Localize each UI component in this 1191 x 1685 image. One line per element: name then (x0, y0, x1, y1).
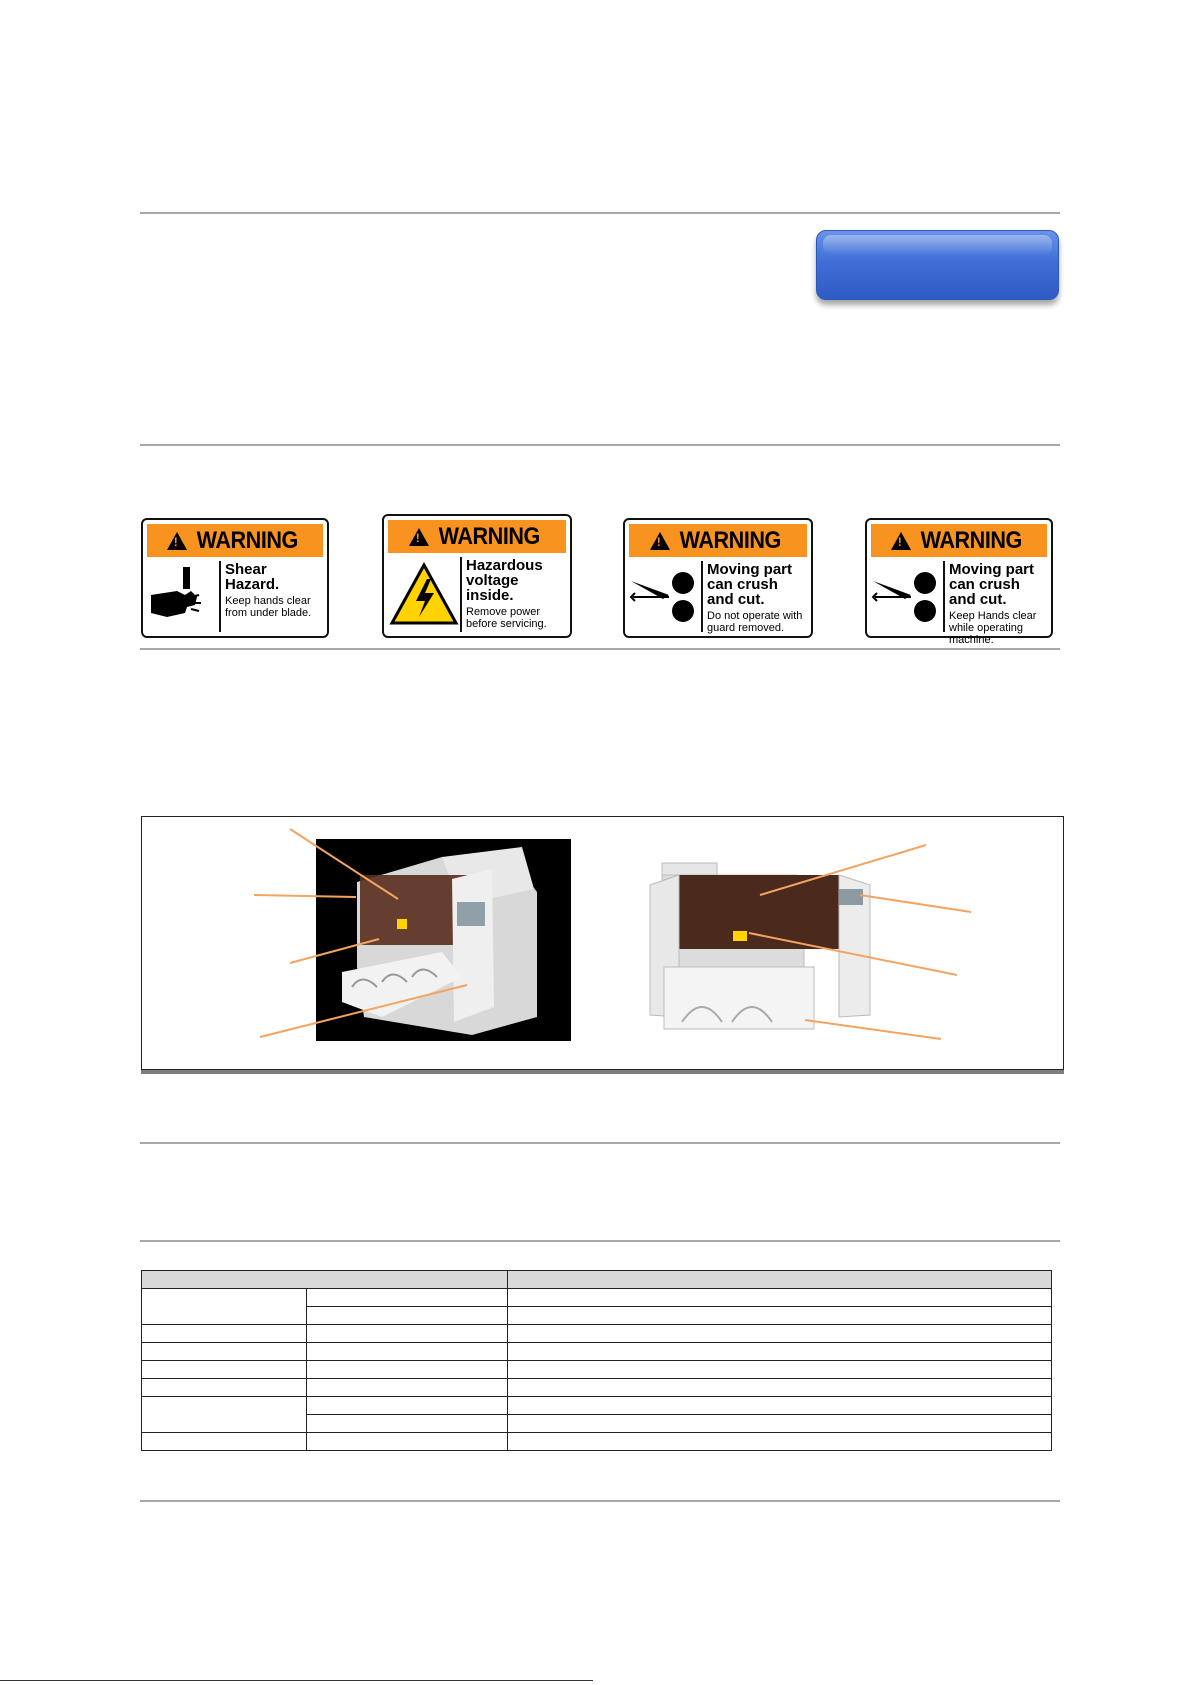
warning-detail: Do not operate with guard removed. (707, 610, 803, 634)
section-divider (140, 444, 1060, 446)
warning-triangle-icon (891, 532, 911, 550)
table-row (142, 1361, 1052, 1379)
warning-word: WARNING (196, 526, 298, 554)
warning-detail: Keep hands clear from under blade. (225, 595, 312, 619)
specification-table (141, 1270, 1052, 1451)
hand-blade-icon (147, 561, 221, 632)
warning-title: Moving part can crush and cut. (707, 561, 792, 608)
warning-title: Shear Hazard. (225, 561, 280, 593)
warning-label-voltage (382, 514, 572, 638)
machine-photos-frame (141, 816, 1064, 1070)
warning-detail: Keep Hands clear while operating machine. (949, 610, 1037, 646)
warning-label-moving-guard (623, 518, 813, 638)
table-header-row (142, 1271, 1052, 1289)
table-row (142, 1343, 1052, 1361)
warning-word: WARNING (438, 522, 540, 550)
warning-title: Moving part can crush and cut. (949, 561, 1034, 608)
section-divider (140, 648, 1060, 650)
warning-triangle-icon (650, 532, 670, 550)
warning-detail: Remove power before servicing. (466, 606, 547, 630)
warning-label-shear (141, 518, 329, 638)
electric-shock-icon (388, 557, 462, 632)
table-row (142, 1433, 1052, 1451)
warning-word: WARNING (679, 526, 781, 554)
machine-photos (142, 817, 1063, 1069)
warning-title: Hazardous voltage inside. (466, 557, 543, 604)
table-row (142, 1289, 1052, 1307)
warning-word: WARNING (920, 526, 1022, 554)
roller-crush-icon (871, 561, 945, 632)
warning-triangle-icon (167, 532, 187, 550)
section-divider (140, 1500, 1060, 1502)
section-divider (140, 1240, 1060, 1242)
warning-triangle-icon (409, 528, 429, 546)
section-divider (140, 1142, 1060, 1144)
blue-header-button[interactable] (816, 230, 1059, 300)
table-row (142, 1397, 1052, 1415)
section-divider (140, 212, 1060, 214)
warning-label-moving-hands (865, 518, 1053, 646)
table-row (142, 1379, 1052, 1397)
table-row (142, 1325, 1052, 1343)
roller-crush-icon (629, 561, 703, 632)
footnote-separator (0, 1680, 593, 1681)
